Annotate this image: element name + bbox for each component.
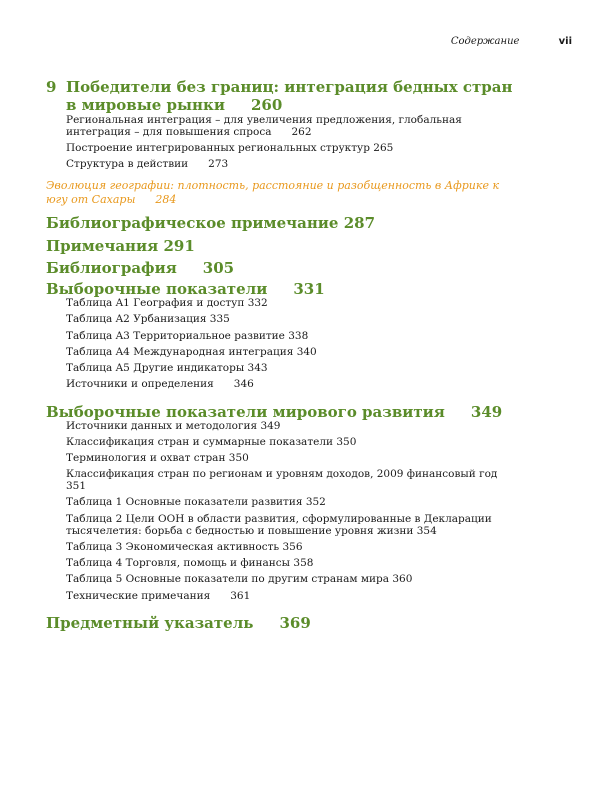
heading-page: 291 xyxy=(163,237,195,255)
toc-entry-page: 273 xyxy=(208,158,229,170)
toc-entry xyxy=(66,297,268,309)
chapter-page: 260 xyxy=(250,96,283,114)
toc-entry xyxy=(66,142,393,154)
toc-entry-page: 332 xyxy=(247,297,268,309)
toc-entry-page: 346 xyxy=(233,378,254,390)
heading-text: Выборочные показатели xyxy=(46,280,268,298)
heading-page: 287 xyxy=(343,214,376,232)
toc-entry-text: Структура в действии xyxy=(66,158,189,170)
heading-page: 331 xyxy=(293,280,325,298)
toc-entry xyxy=(66,362,268,374)
toc-entry-page: 361 xyxy=(230,590,251,602)
toc-entry-text: Таблица A2 Урбанизация xyxy=(66,313,207,325)
toc-entry-text: Таблица 4 Торговля, помощь и финансы xyxy=(66,557,291,569)
selected-indicators-heading xyxy=(46,280,325,298)
toc-entry xyxy=(66,126,312,138)
toc-entry-text: Таблица A4 Международная интеграция xyxy=(66,346,294,358)
toc-entry-page: 360 xyxy=(392,573,413,585)
toc-entry-text: Терминология и охват стран xyxy=(66,452,226,464)
chapter-number: 9 xyxy=(46,78,57,96)
toc-entry-text: Таблица A1 География и доступ xyxy=(66,297,245,309)
toc-entry-page: 350 xyxy=(336,436,357,448)
heading-page: 369 xyxy=(279,614,311,632)
section-title: Содержание xyxy=(450,36,520,47)
toc-entry-page: 340 xyxy=(296,346,317,358)
page-number: vii xyxy=(558,36,572,47)
running-head xyxy=(451,36,572,47)
toc-entry xyxy=(66,436,356,448)
toc-entry xyxy=(66,496,326,508)
index-heading xyxy=(46,614,311,632)
toc-entry-text: Технические примечания xyxy=(66,590,211,602)
wdi-heading xyxy=(46,403,502,421)
toc-entry-page: 350 xyxy=(228,452,249,464)
toc-entry-page: 262 xyxy=(291,126,312,138)
toc-entry-page: 349 xyxy=(260,420,281,432)
bibliography-heading xyxy=(46,259,234,277)
toc-entry-text: Классификация стран и суммарные показатели xyxy=(66,436,334,448)
toc-entry-text: Таблица A5 Другие индикаторы xyxy=(66,362,245,374)
toc-entry xyxy=(66,313,230,325)
chapter-title-line1: Победители без границ: интеграция бедных стран xyxy=(66,78,513,96)
toc-entry: Региональная интеграция – для увеличения предложения, глобальная xyxy=(66,114,462,126)
toc-entry-page: 354 xyxy=(416,525,437,537)
toc-entry xyxy=(66,557,313,569)
toc-entry-page: 351 xyxy=(66,480,87,492)
toc-entry xyxy=(66,158,228,170)
toc-entry-text: интеграция – для повышения спроса xyxy=(66,126,272,138)
notes-heading xyxy=(46,237,195,255)
toc-entry-text: тысячелетия: борьба с бедностью и повышение уровня жизни xyxy=(66,525,414,537)
heading-text: Выборочные показатели мирового развития xyxy=(46,403,445,421)
toc-entry-page: 352 xyxy=(305,496,326,508)
feature-title-line2 xyxy=(46,193,176,206)
heading-page: 349 xyxy=(470,403,503,421)
feature-title-line1: Эволюция географии: плотность, расстояние и разобщенность в Африке к xyxy=(46,179,500,192)
heading-text: Примечания xyxy=(46,237,159,255)
chapter-title-line2 xyxy=(66,96,282,114)
toc-entry-page: 265 xyxy=(373,142,394,154)
toc-entry-page: 343 xyxy=(247,362,268,374)
toc-entry-text: Таблица A3 Территориальное развитие xyxy=(66,330,285,342)
toc-entry xyxy=(66,541,303,553)
toc-entry: Классификация стран по регионам и уровням доходов, 2009 финансовый год xyxy=(66,468,498,480)
toc-entry xyxy=(66,573,412,585)
toc-entry xyxy=(66,525,437,537)
feature-title-text: югу от Сахары xyxy=(46,193,136,206)
toc-entry-page: 358 xyxy=(293,557,314,569)
toc-entry-page: 356 xyxy=(282,541,303,553)
heading-text: Предметный указатель xyxy=(46,614,254,632)
toc-entry-text: Построение интегрированных региональных структур xyxy=(66,142,370,154)
toc-entry-page: 338 xyxy=(288,330,309,342)
heading-page: 305 xyxy=(202,259,235,277)
chapter-title-text: в мировые рынки xyxy=(66,96,225,114)
toc-entry xyxy=(66,590,250,602)
toc-entry-text: Таблица 5 Основные показатели по другим странам мира xyxy=(66,573,390,585)
bib-note-heading xyxy=(46,214,375,232)
toc-entry-page: 335 xyxy=(209,313,230,325)
toc-entry xyxy=(66,346,317,358)
toc-entry: Таблица 2 Цели ООН в области развития, сформулированные в Декларации xyxy=(66,513,492,525)
toc-entry-text: Таблица 1 Основные показатели развития xyxy=(66,496,303,508)
feature-page: 284 xyxy=(155,193,177,206)
toc-entry-text: Источники и определения xyxy=(66,378,214,390)
heading-text: Библиографическое примечание xyxy=(46,214,339,232)
toc-entry xyxy=(66,378,254,390)
heading-text: Библиография xyxy=(46,259,177,277)
toc-entry xyxy=(66,452,249,464)
toc-entry-text: Таблица 3 Экономическая активность xyxy=(66,541,280,553)
toc-entry xyxy=(66,420,280,432)
toc-entry xyxy=(66,330,308,342)
toc-entry-text: Источники данных и методология xyxy=(66,420,258,432)
